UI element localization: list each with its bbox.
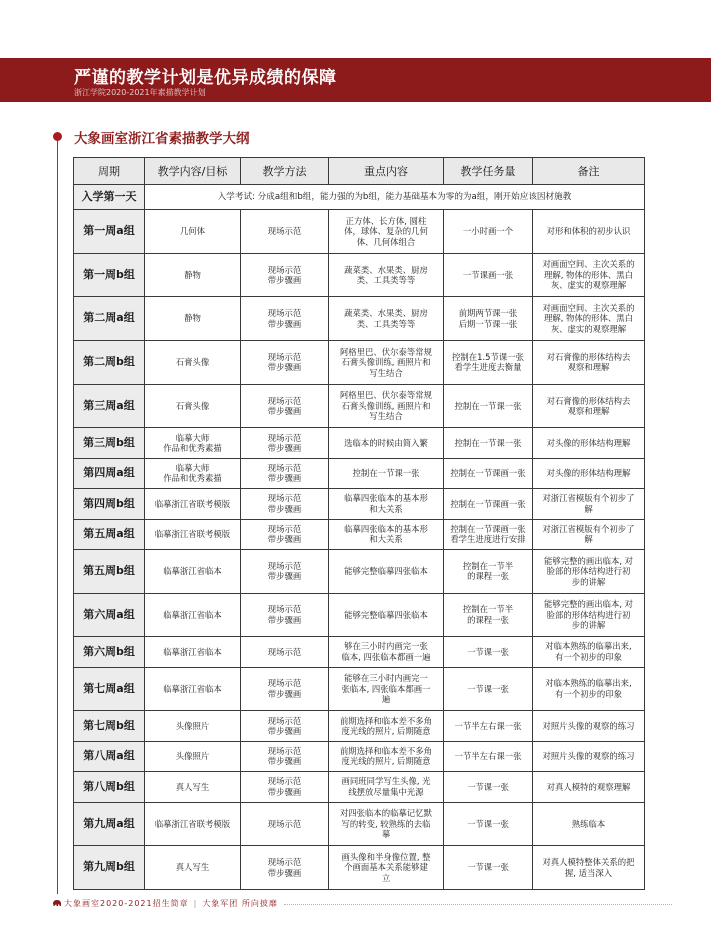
method-cell: 现场示范 带步骤画 (241, 297, 329, 341)
method-cell: 现场示范 带步骤画 (241, 846, 329, 890)
header-banner (0, 58, 711, 102)
content-cell: 头像照片 (145, 741, 241, 771)
table-row (74, 593, 645, 637)
table-row (74, 549, 645, 593)
method-cell: 现场示范 (241, 802, 329, 846)
week-cell: 第一周a组 (74, 210, 145, 254)
table-row (74, 846, 645, 890)
content-cell: 临摹大师 作品和优秀素描 (145, 458, 241, 488)
elephant-logo-icon (52, 898, 62, 908)
table-row (74, 711, 645, 741)
content-cell: 真人写生 (145, 846, 241, 890)
focus-cell: 能够完整临摹四张临本 (329, 549, 444, 593)
task-cell: 一小时画一个 (444, 210, 533, 254)
column-header-note: 备注 (533, 158, 645, 185)
note-cell: 对浙江省模版有个初步了 解 (533, 519, 645, 549)
focus-cell: 对四张临本的临摹记忆默 写的转变, 较熟练的去临 摹 (329, 802, 444, 846)
method-cell: 现场示范 带步骤画 (241, 741, 329, 771)
task-cell: 一节课一张 (444, 667, 533, 711)
note-cell: 对浙江省模版有个初步了 解 (533, 489, 645, 519)
note-cell: 能够完整的画出临本, 对 脸部的形体结构进行初 步的讲解 (533, 549, 645, 593)
focus-cell: 画头像和半身像位置, 整 个画面基本关系能够建 立 (329, 846, 444, 890)
task-cell: 控制在一节课画一张 看学生进度进行安排 (444, 519, 533, 549)
note-cell: 对画面空间、主次关系的 理解, 物体的形体、黑白 灰、虚实的观察理解 (533, 253, 645, 297)
note-cell: 对石膏像的形体结构去 观察和理解 (533, 341, 645, 385)
week-cell: 第七周a组 (74, 667, 145, 711)
note-cell: 对照片头像的观察的练习 (533, 711, 645, 741)
task-cell: 一节半左右课一张 (444, 711, 533, 741)
table-row (74, 210, 645, 254)
section-title: 大象画室浙江省素描教学大纲 (74, 131, 250, 147)
table-row (74, 772, 645, 802)
column-header-focus: 重点内容 (329, 158, 444, 185)
content-cell: 头像照片 (145, 711, 241, 741)
note-cell: 对头像的形体结构理解 (533, 458, 645, 488)
table-row (74, 458, 645, 488)
syllabus-table (73, 157, 645, 890)
week-cell: 第二周b组 (74, 341, 145, 385)
task-cell: 一节半左右课一张 (444, 741, 533, 771)
content-cell: 临摹浙江省联考模版 (145, 489, 241, 519)
table-row (74, 519, 645, 549)
focus-cell: 临摹四张临本的基本形 和大关系 (329, 519, 444, 549)
note-cell: 对形和体积的初步认识 (533, 210, 645, 254)
task-cell: 一节课一张 (444, 802, 533, 846)
content-cell: 临摹浙江省联考模版 (145, 802, 241, 846)
task-cell: 控制在一节课一张 (444, 428, 533, 458)
content-cell: 真人写生 (145, 772, 241, 802)
note-cell: 对画面空间、主次关系的 理解, 物体的形体、黑白 灰、虚实的观察理解 (533, 297, 645, 341)
banner-subtitle: 浙江学院2020-2021年素描教学计划 (74, 88, 206, 97)
table-row (74, 253, 645, 297)
intro-row (74, 185, 645, 210)
column-header-method: 教学方法 (241, 158, 329, 185)
method-cell: 现场示范 (241, 637, 329, 667)
week-cell: 第三周b组 (74, 428, 145, 458)
timeline-line (57, 134, 58, 894)
focus-cell: 控制在一节课一张 (329, 458, 444, 488)
week-cell: 第四周b组 (74, 489, 145, 519)
focus-cell: 正方体、长方体, 圆柱 体，球体、复杂的几何 体、几何体组合 (329, 210, 444, 254)
method-cell: 现场示范 带步骤画 (241, 711, 329, 741)
task-cell: 控制在1.5节课一张 看学生进度去衡量 (444, 341, 533, 385)
week-cell: 第六周a组 (74, 593, 145, 637)
content-cell: 几何体 (145, 210, 241, 254)
content-cell: 临摹浙江省联考模版 (145, 519, 241, 549)
content-cell: 静物 (145, 253, 241, 297)
content-cell: 石膏头像 (145, 384, 241, 428)
note-cell: 对头像的形体结构理解 (533, 428, 645, 458)
focus-cell: 画同班同学写生头像, 光 线摆放尽量集中光源 (329, 772, 444, 802)
content-cell: 临摹大师 作品和优秀素描 (145, 428, 241, 458)
task-cell: 一节课一张 (444, 637, 533, 667)
method-cell: 现场示范 带步骤画 (241, 428, 329, 458)
method-cell: 现场示范 带步骤画 (241, 341, 329, 385)
table-row (74, 489, 645, 519)
footer-slogan: 大象军团 所向披靡 (202, 899, 278, 908)
method-cell: 现场示范 带步骤画 (241, 253, 329, 297)
task-cell: 一节课一张 (444, 846, 533, 890)
method-cell: 现场示范 (241, 210, 329, 254)
task-cell: 前期两节课一张 后期一节课一张 (444, 297, 533, 341)
task-cell: 控制在一节课一张 (444, 384, 533, 428)
column-header-period: 周期 (74, 158, 145, 185)
method-cell: 现场示范 带步骤画 (241, 489, 329, 519)
method-cell: 现场示范 带步骤画 (241, 384, 329, 428)
intro-text: 入学考试: 分成a组和b组，能力强的为b组，能力基础基本为零的为a组，刚开始应该因材施教 (145, 185, 645, 210)
method-cell: 现场示范 带步骤画 (241, 519, 329, 549)
focus-cell: 临摹四张临本的基本形 和大关系 (329, 489, 444, 519)
week-cell: 第九周b组 (74, 846, 145, 890)
table-row (74, 297, 645, 341)
week-cell: 第五周a组 (74, 519, 145, 549)
week-cell: 第二周a组 (74, 297, 145, 341)
column-header-task: 教学任务量 (444, 158, 533, 185)
footer-brand: 大象画室2020-2021招生简章 (64, 899, 189, 908)
column-header-content: 教学内容/目标 (145, 158, 241, 185)
note-cell: 对真人模特整体关系的把 握, 适当深入 (533, 846, 645, 890)
content-cell: 临摹浙江省临本 (145, 593, 241, 637)
content-cell: 静物 (145, 297, 241, 341)
note-cell: 能够完整的画出临本, 对 脸部的形体结构进行初 步的讲解 (533, 593, 645, 637)
method-cell: 现场示范 带步骤画 (241, 772, 329, 802)
task-cell: 控制在一节半 的课程一张 (444, 593, 533, 637)
focus-cell: 蔬菜类、水果类、厨房 类、工具类等等 (329, 297, 444, 341)
week-cell: 第八周a组 (74, 741, 145, 771)
table-row (74, 637, 645, 667)
task-cell: 控制在一节课画一张 (444, 458, 533, 488)
focus-cell: 阿格里巴、伏尔泰等常规 石膏头像训练, 画照片和 写生结合 (329, 384, 444, 428)
task-cell: 控制在一节课画一张 (444, 489, 533, 519)
table-row (74, 667, 645, 711)
note-cell: 对石膏像的形体结构去 观察和理解 (533, 384, 645, 428)
table-row (74, 802, 645, 846)
timeline-dot (53, 132, 62, 141)
focus-cell: 阿格里巴、伏尔泰等常规 石膏头像训练, 画照片和 写生结合 (329, 341, 444, 385)
focus-cell: 前期选择和临本差不多角 度光线的照片, 后期随意 (329, 741, 444, 771)
week-cell: 第六周b组 (74, 637, 145, 667)
note-cell: 对真人模特的观察理解 (533, 772, 645, 802)
note-cell: 对照片头像的观察的练习 (533, 741, 645, 771)
content-cell: 临摹浙江省临本 (145, 637, 241, 667)
focus-cell: 蔬菜类、水果类、厨房 类、工具类等等 (329, 253, 444, 297)
focus-cell: 能够完整临摹四张临本 (329, 593, 444, 637)
focus-cell: 够在三小时内画完一张 临本, 四张临本都画一遍 (329, 637, 444, 667)
week-cell: 第九周a组 (74, 802, 145, 846)
focus-cell: 前期选择和临本差不多角 度光线的照片, 后期随意 (329, 711, 444, 741)
table-header-row (74, 158, 645, 185)
table-row (74, 384, 645, 428)
week-cell: 第五周b组 (74, 549, 145, 593)
content-cell: 石膏头像 (145, 341, 241, 385)
method-cell: 现场示范 带步骤画 (241, 667, 329, 711)
table-row (74, 341, 645, 385)
note-cell: 对临本熟练的临摹出来, 有一个初步的印象 (533, 637, 645, 667)
footer: 大象画室2020-2021招生简章 | 大象军团 所向披靡 (52, 897, 672, 911)
week-cell: 第一周b组 (74, 253, 145, 297)
method-cell: 现场示范 带步骤画 (241, 549, 329, 593)
week-cell: 第四周a组 (74, 458, 145, 488)
content-cell: 临摹浙江省临本 (145, 667, 241, 711)
table-row (74, 741, 645, 771)
task-cell: 一节课画一张 (444, 253, 533, 297)
task-cell: 控制在一节半 的课程一张 (444, 549, 533, 593)
intro-label: 入学第一天 (74, 185, 145, 210)
method-cell: 现场示范 带步骤画 (241, 593, 329, 637)
task-cell: 一节课一张 (444, 772, 533, 802)
banner-title: 严谨的教学计划是优异成绩的保障 (74, 68, 337, 88)
table-row (74, 428, 645, 458)
content-cell: 临摹浙江省临本 (145, 549, 241, 593)
week-cell: 第八周b组 (74, 772, 145, 802)
focus-cell: 能够在三小时内画完一 张临本, 四张临本都画一 遍 (329, 667, 444, 711)
note-cell: 熟练临本 (533, 802, 645, 846)
week-cell: 第七周b组 (74, 711, 145, 741)
note-cell: 对临本熟练的临摹出来, 有一个初步的印象 (533, 667, 645, 711)
method-cell: 现场示范 带步骤画 (241, 458, 329, 488)
week-cell: 第三周a组 (74, 384, 145, 428)
footer-divider (284, 904, 672, 905)
focus-cell: 选临本的时候由简入繁 (329, 428, 444, 458)
